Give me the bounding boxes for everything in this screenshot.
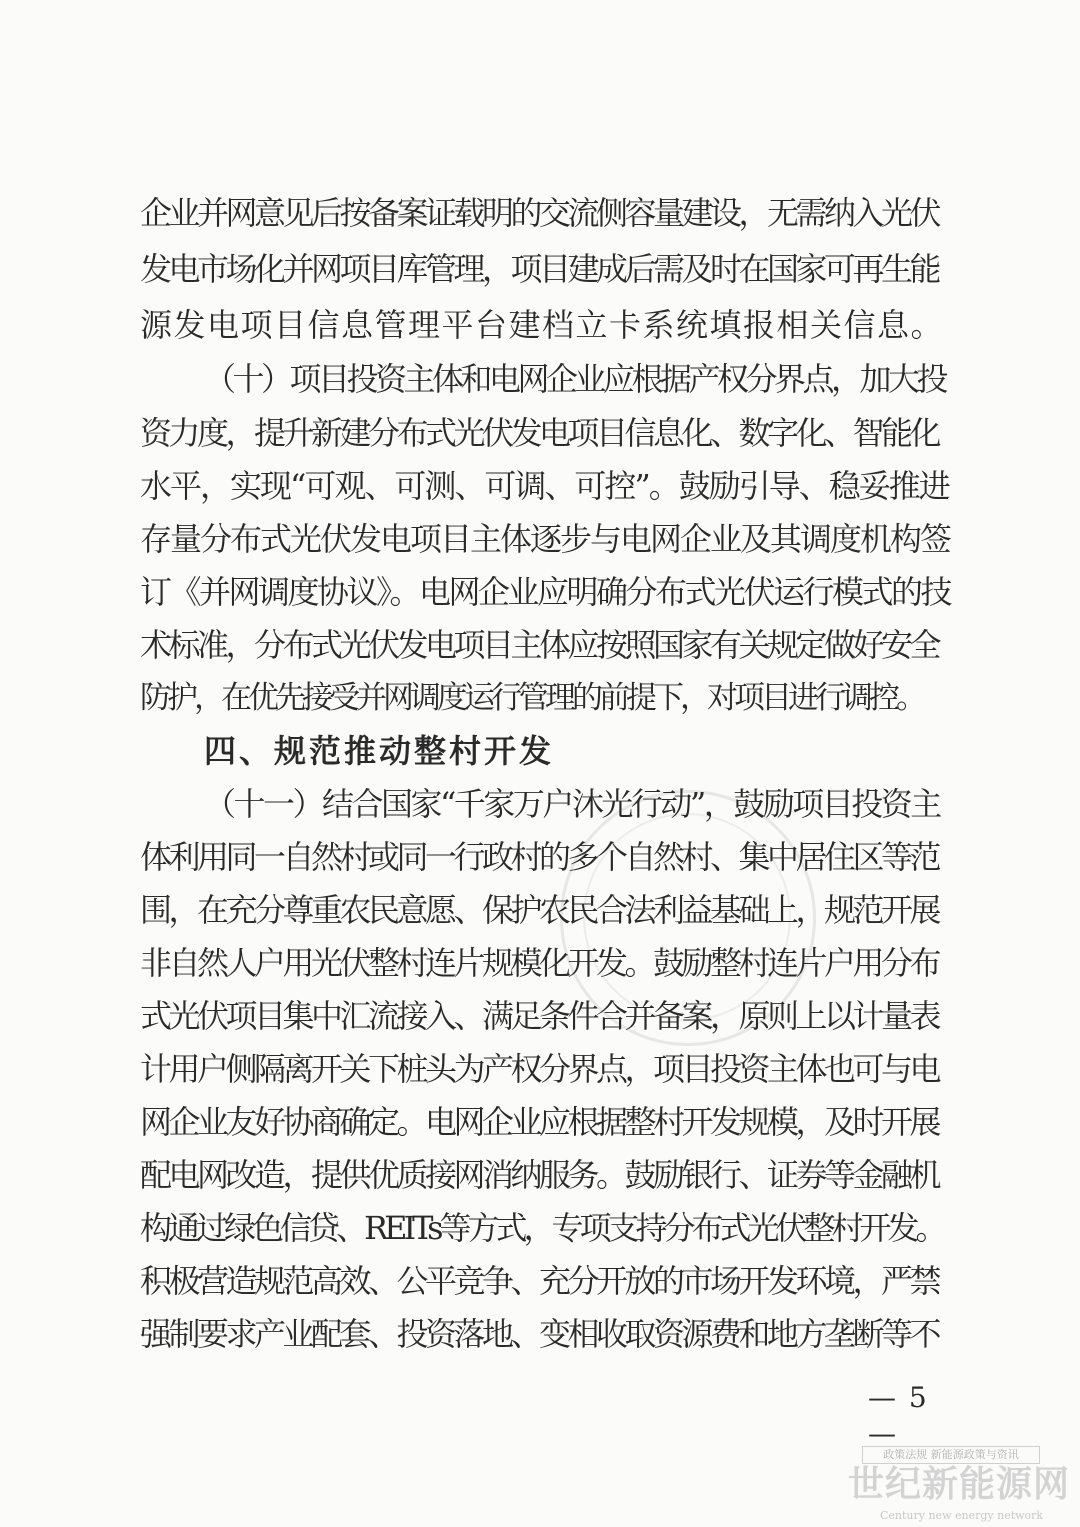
page-number: — 5 — [868, 1381, 929, 1450]
text-line: 计用户侧隔离开关下桩头为产权分界点，项目投资主体也可与电 [140, 1050, 939, 1088]
text-line: 企业并网意见后按备案证载明的交流侧容量建设，无需纳入光伏 [140, 194, 939, 232]
text-line: 体利用同一自然村或同一行政村的多个自然村、集中居住区等范 [140, 838, 939, 876]
text-line: 防护，在优先接受并网调度运行管理的前提下，对项目进行调控。 [140, 680, 923, 716]
text-line: 构通过绿色信贷、REITs等方式，专项支持分布式光伏整村开发。 [140, 1209, 944, 1247]
text-line: 积极营造规范高效、公平竞争、充分开放的市场开发环境，严禁 [140, 1262, 939, 1300]
text-line: 资力度，提升新建分布式光伏发电项目信息化、数字化、智能化 [140, 414, 939, 452]
text-line: 围，在充分尊重农民意愿、保护农民合法利益基础上，规范开展 [140, 891, 939, 929]
text-line: 非自然人户用光伏整村连片规模化开发。鼓励整村连片户用分布 [140, 944, 939, 982]
section-heading: 四、规范推动整村开发 [204, 732, 555, 770]
watermark-subtitle: Century new energy network [880, 1509, 1044, 1522]
text-line: 订《并网调度协议》。电网企业应明确分布式光伏运行模式的技 [140, 573, 951, 611]
text-line: 水平，实现“可观、可测、可调、可控”。鼓励引导、稳妥推进 [140, 467, 949, 505]
text-line: 式光伏项目集中汇流接入、满足条件合并备案，原则上以计量表 [140, 997, 939, 1035]
paragraph-start-line: （十）项目投资主体和电网企业应根据产权分界点，加大投 [204, 360, 946, 398]
text-line: 发电市场化并网项目库管理，项目建成后需及时在国家可再生能 [140, 250, 939, 288]
text-line: 存量分布式光伏发电项目主体逐步与电网企业及其调度机构签 [140, 520, 951, 558]
text-line: 网企业友好协商确定。电网企业应根据整村开发规模，及时开展 [140, 1103, 939, 1141]
paragraph-start-line: （十一）结合国家“千家万户沐光行动”，鼓励项目投资主 [204, 785, 940, 823]
text-line: 源发电项目信息管理平台建档立卡系统填报相关信息。 [140, 306, 945, 344]
watermark-tag: 政策法规 新能源政策与资讯 [862, 1446, 1040, 1464]
text-line: 配电网改造，提供优质接网消纳服务。鼓励银行、证券等金融机 [140, 1156, 939, 1194]
text-line: 强制要求产业配套、投资落地、变相收取资源费和地方垄断等不 [140, 1315, 939, 1353]
watermark-logo-text: 世纪新能源网 [848, 1464, 1071, 1505]
text-line: 术标准，分布式光伏发电项目主体应按照国家有关规定做好安全 [140, 626, 939, 664]
